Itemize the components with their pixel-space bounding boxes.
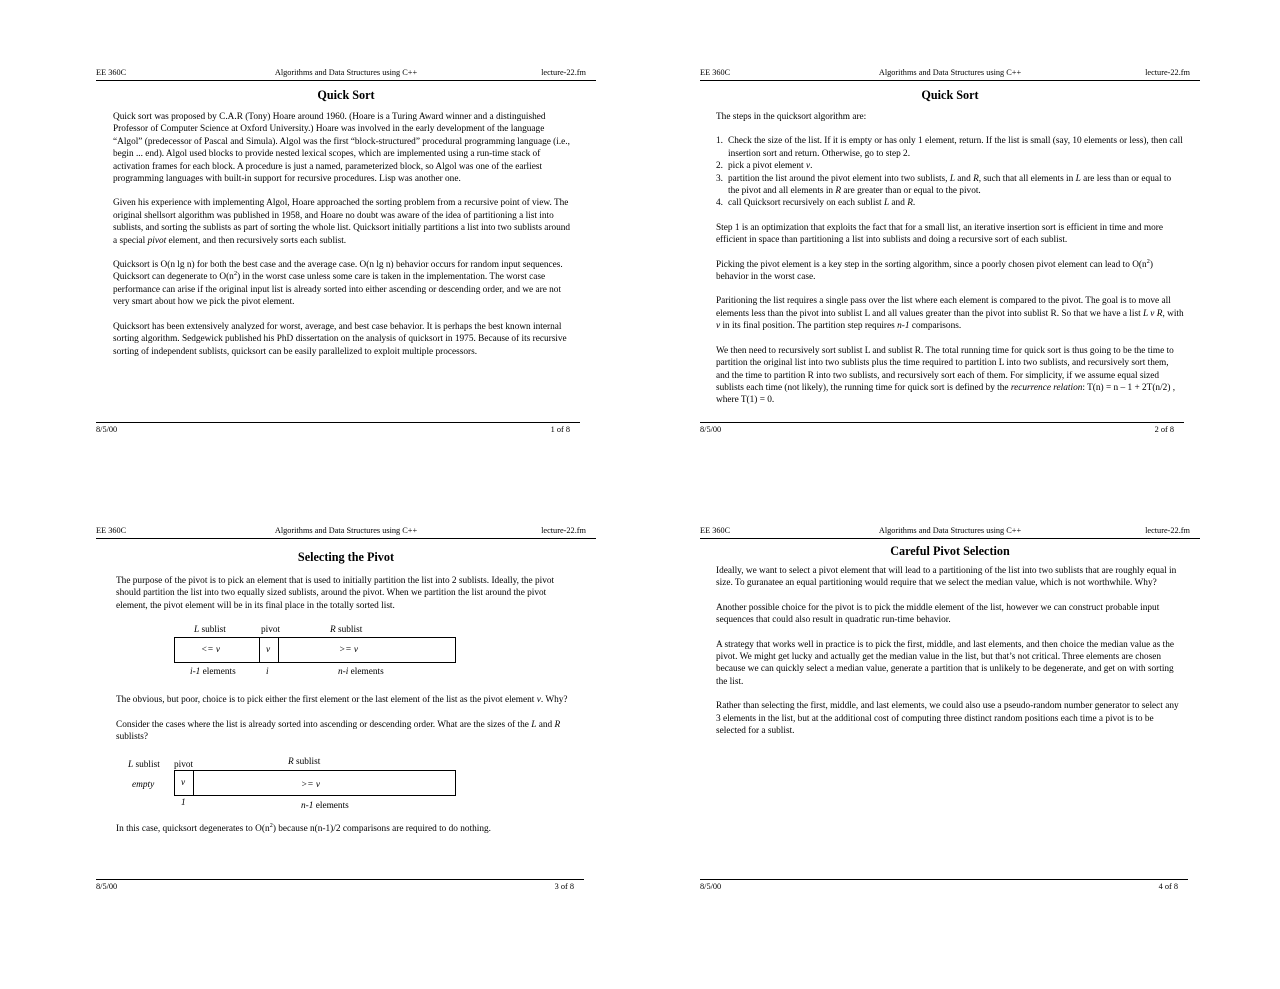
header-course-title: Algorithms and Data Structures using C++ (878, 68, 1022, 77)
pivot-index: i (266, 667, 269, 678)
paragraph: Another possible choice for the pivot is to pick the middle element of the list, however we can construct probable input sequences that could also result in quadratic run-time behavior. (716, 602, 1160, 626)
footer-date: 8/5/00 (700, 425, 722, 434)
slide-page-2 (700, 66, 1200, 434)
paragraph: Given his experience with implementing Algol, Hoare approached the sorting problem from a recursive point of view. The original shellsort algorithm was published in 1958, and Hoare no doubt was aware of the idea of partitioning a list into sublists, and sorting the sublists as part of sorting the whole list. Quicksort initially partitions a list into two sublists around a special pivot element, and then recursively sorts each sublist. (113, 198, 571, 246)
paragraph: A strategy that works well in practice is to pick the first, middle, and last elements, and then choice the median value as the pivot. We might get lucky and actually get the median value in the list, but that’s not critical. Three elements are chosen because we can quickly select a median value, generate a partition that is unlikely to be degenerate, and get on with sorting the list. (716, 639, 1174, 687)
list-item: 1. Check the size of the list. If it is empty or has only 1 element, return. If the list is small (say, 10 elements or less), then call insertion sort and return. Otherwise, go to step 2. (716, 136, 1183, 159)
page-body (700, 111, 1200, 407)
page-body (700, 565, 1200, 737)
list-item: 4. call Quicksort recursively on each sublist L and R. (716, 198, 916, 209)
pivot-label: pivot (261, 625, 281, 636)
footer-date: 8/5/00 (96, 882, 118, 891)
header-filename: lecture-22.fm (541, 68, 586, 77)
paragraph: Step 1 is an optimization that exploits the fact that for a small list, an iterative insertion sort is efficient in time and more efficient in space than partitioning a list into sublists and doing a recursive sort of each sublist. (716, 222, 1164, 246)
right-cell: >= v (339, 645, 358, 656)
paragraph: Quicksort has been extensively analyzed for worst, average, and best case behavior. It is perhaps the best known internal sorting algorithm. Sedgewick published his PhD dissertation on the analysis of quicksort in 1975. Because of its recursive sorting of independent sublists, quicksort can be easily parallelized to exploit multiple processors. (113, 321, 567, 357)
right-count: n-i elements (338, 667, 384, 678)
paragraph: The steps in the quicksort algorithm are: (716, 112, 867, 122)
header-course: EE 360C (96, 526, 127, 535)
footer-page-number: 4 of 8 (1158, 882, 1178, 891)
header-course-title: Algorithms and Data Structures using C++ (878, 526, 1022, 535)
header-course: EE 360C (700, 68, 731, 77)
left-cell: <= v (201, 645, 220, 656)
page-header (96, 524, 596, 539)
paragraph: Picking the pivot element is a key step in the sorting algorithm, since a poorly chosen pivot element can lead to $O(n^2)$ behavior in the worst case. (716, 257, 1154, 283)
pivot-label: pivot (174, 760, 194, 771)
paragraph: Quicksort is O(n lg n) for both the best case and the average case. O(n lg n) behavior occurs for random input sequences. Quicksort can degenerate to $O(n^2)$ in the worst case unless some care is taken in the implementation. The worst case performance can arise if the original input list is already sorted into either ascending or descending order, and we are not very smart about how we pick the pivot element. (113, 260, 563, 308)
list-item: 3. partition the list around the pivot element into two sublists, L and R, such that all elements in L are less than or equal to the pivot and all elements in R are greater than or equal to the pivot. (716, 173, 1172, 197)
r-sublist-label: R sublist (330, 625, 363, 636)
page-title: Quick Sort (317, 88, 375, 102)
header-course-title: Algorithms and Data Structures using C++ (274, 526, 418, 535)
footer-date: 8/5/00 (96, 425, 118, 434)
page-footer (700, 422, 1184, 435)
page-title: Careful Pivot Selection (890, 544, 1010, 558)
slide-page-1 (96, 66, 596, 434)
header-filename: lecture-22.fm (1145, 526, 1190, 535)
paragraph: Consider the cases where the list is already sorted into ascending or descending order. What are the sizes of the L and R sublists? (116, 719, 561, 743)
header-course-title: Algorithms and Data Structures using C++ (274, 68, 418, 77)
slide-page-3 (96, 524, 596, 891)
page-body (96, 575, 596, 836)
left-count: i-1 elements (190, 667, 236, 678)
page-header (700, 66, 1200, 81)
degenerate-partition-diagram (116, 755, 576, 815)
pivot-position: 1 (181, 798, 186, 809)
header-filename: lecture-22.fm (541, 526, 586, 535)
slide-page-4 (700, 524, 1200, 891)
paragraph: We then need to recursively sort sublist L and sublist R. The total running time for quick sort is thus going to be the time to partition the original list into two sublists plus the time required to partition L into two sublists, and recursively sort them, and the time to partition R into two sublists, and recursively sort each of them. For simplicity, if we assume equal sized sublists each time (not likely), the running time for quick sort is defined by the recurrence relation: T(n) = n – 1 + 2T(n/2) , where T(1) = 0. (716, 345, 1176, 406)
footer-page-number: 2 of 8 (1154, 425, 1174, 434)
r-sublist-label: R sublist (288, 757, 321, 768)
list-box (174, 770, 456, 796)
footer-page-number: 3 of 8 (554, 882, 574, 891)
pivot-cell: v (266, 645, 271, 656)
l-sublist-label: L sublist (194, 625, 226, 636)
recurrence-formula: : T(n) = n – 1 + 2T(n/2) , where T(1) = 0. (716, 382, 1176, 406)
footer-date: 8/5/00 (700, 882, 722, 891)
header-course: EE 360C (96, 68, 127, 77)
page-footer (700, 879, 1188, 892)
empty-label: empty (132, 780, 155, 791)
paragraph: Ideally, we want to select a pivot element that will lead to a partitioning of the list into two sublists that are roughly equal in size. To guranatee an equal partitioning would require that we select the median value, which is not worthwhile. Why? (716, 566, 1177, 589)
page-title: Quick Sort (921, 88, 979, 102)
list-box (174, 637, 456, 663)
l-sublist-label: L sublist (128, 760, 160, 771)
page-header (96, 66, 596, 81)
partition-diagram (116, 624, 576, 680)
page-footer (96, 879, 584, 892)
page-header (700, 524, 1200, 539)
right-cell: >= v (301, 780, 320, 791)
paragraph: Quick sort was proposed by C.A.R (Tony) Hoare around 1960. (Hoare is a Turing Award winner and a distinguished Professor of Computer Science at Oxford University.) Hoare was involved in the early development of the language “Algol” (predecessor of Pascal and Simula). Algol was the first “block-structured” procedural programming language (i.e., begin ... end). Algol used blocks to provide nested lexical scopes, which are implemented using a run-time stack of activation frames for each block. A procedure is just a named, parameterized block, so Algol was one of the earliest programming languages with built-in support for recursive procedures. Lisp was another one. (113, 112, 570, 185)
header-course: EE 360C (700, 526, 731, 535)
list-item: 2. pick a pivot element v. (716, 161, 813, 172)
header-filename: lecture-22.fm (1145, 68, 1190, 77)
paragraph: The obvious, but poor, choice is to pick either the first element or the last element of the list as the pivot element v. Why? (116, 695, 568, 706)
paragraph: In this case, quicksort degenerates to $O(n^2)$ because n(n-1)/2 comparisons are required to do nothing. (116, 822, 492, 835)
footer-page-number: 1 of 8 (550, 425, 570, 434)
pivot-cell: v (181, 778, 186, 789)
page-title: Selecting the Pivot (297, 550, 395, 564)
steps-list (716, 135, 1184, 209)
right-count: n-1 elements (301, 801, 349, 812)
paragraph: Paritioning the list requires a single pass over the list where each element is compared to the pivot. The goal is to move all elements less than the pivot into sublist L and all values greater than the pivot into sublist R. So that we have a list L v R, with v in its final position. The partition step requires n-1 comparisons. (716, 296, 1184, 332)
page-footer (96, 422, 580, 435)
paragraph: The purpose of the pivot is to pick an element that is used to initially partition the list into 2 sublists. Ideally, the pivot should partition the list into two equally sized sublists, around the pivot. When we partition the list around the pivot element, the pivot element will be in its final place in the totally sorted list. (116, 576, 555, 611)
paragraph: Rather than selecting the first, middle, and last elements, we could also use a pseudo-random number generator to select any 3 elements in the list, but at the additional cost of computing three distinct random positions each time a pivot is to be selected for a sublist. (716, 701, 1179, 737)
page-body (96, 111, 596, 358)
